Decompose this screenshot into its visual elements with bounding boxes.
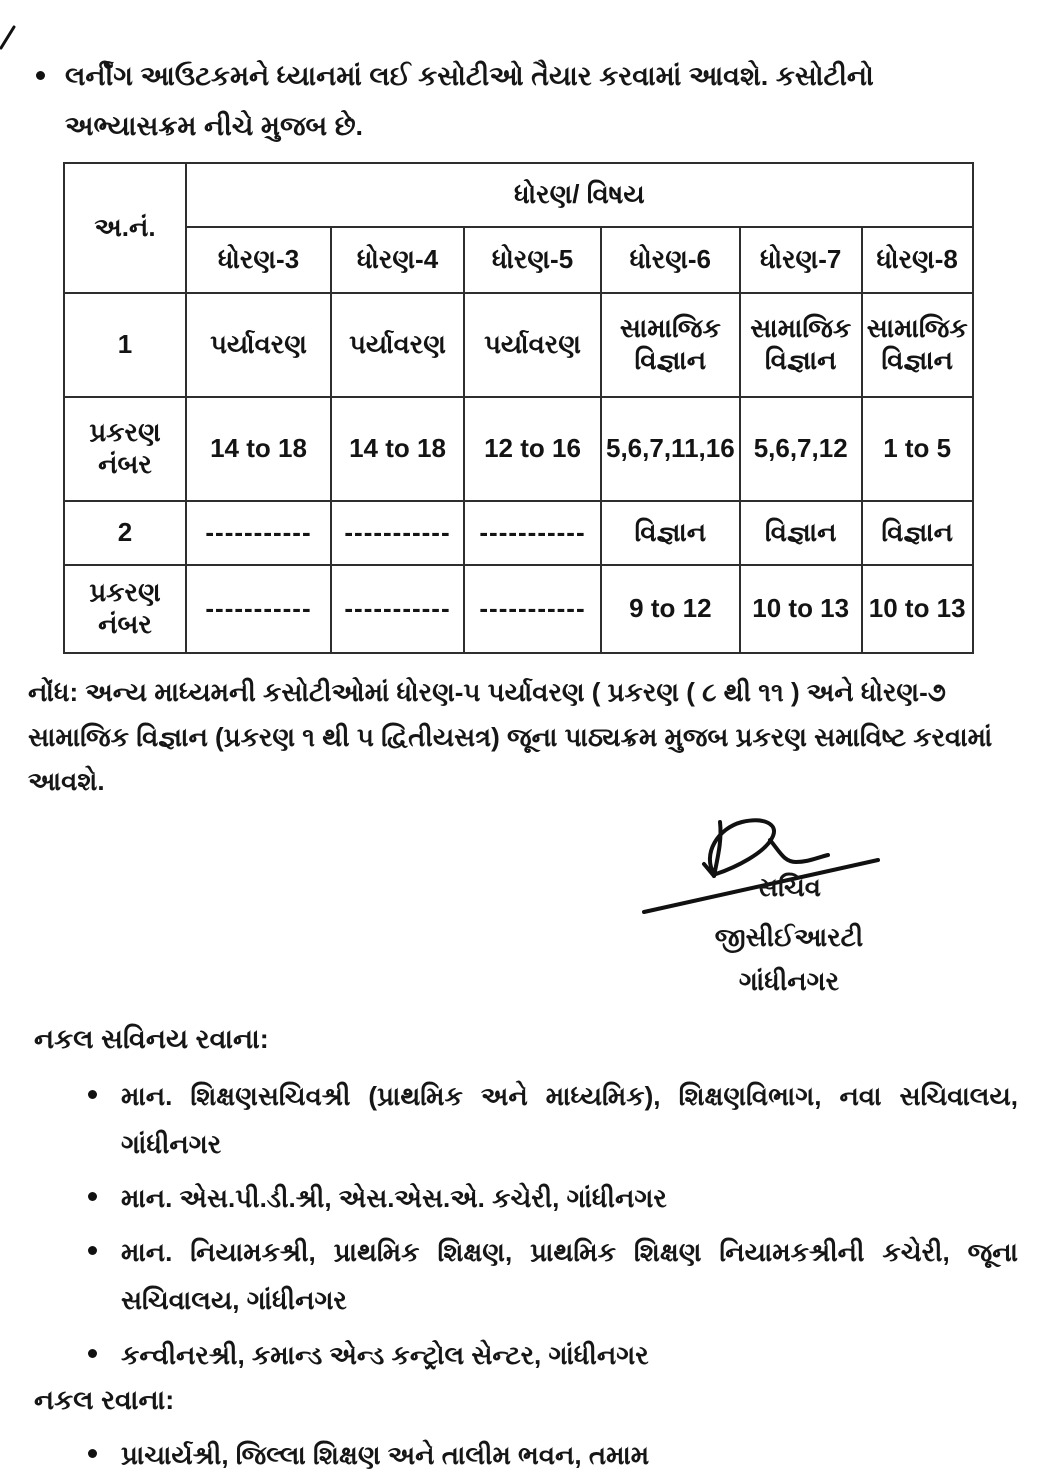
- intro-paragraph: [36, 52, 1001, 152]
- table-cell: વિજ્ઞાન: [601, 501, 740, 565]
- signatory-city: ગાંધીનગર: [738, 966, 840, 997]
- table-cell: 1 to 5: [862, 397, 973, 501]
- column-header-std8: ધોરણ-8: [862, 227, 973, 293]
- list-item: [88, 1331, 1018, 1379]
- list-item: [88, 1072, 1018, 1168]
- table-cell: 14 to 18: [186, 397, 331, 501]
- forward-plain-list: [88, 1431, 1022, 1479]
- column-header-std4: ધોરણ-4: [331, 227, 464, 293]
- bullet-icon: [88, 1349, 97, 1358]
- list-item: [88, 1228, 1018, 1324]
- scan-artifact-mark: [0, 24, 16, 55]
- table-row-chapters-2: [64, 565, 973, 653]
- row-label: પ્રકરણ નંબર: [64, 397, 186, 501]
- table-cell: 5,6,7,12: [740, 397, 862, 501]
- forward-respectful-heading: નકલ સવિનય રવાના:: [34, 1024, 269, 1055]
- note-text: નોંધ: અન્ય માધ્યમની કસોટીઓમાં ધોરણ-૫ પર્યાવરણ ( પ્રકરણ ( ૮ થી ૧૧ ) અને ધોરણ-૭ સામાજિક વિજ્ઞાન (પ્રકરણ ૧ થી ૫ દ્વિતીયસત્ર) જૂના પાઠ્યક્રમ મુજબ પ્રકરણ સમાવિષ્ટ કરવામાં આવશે.: [28, 676, 993, 797]
- table-corner-header: અ.નં.: [64, 163, 186, 293]
- row-label: પ્રકરણ નંબર: [64, 565, 186, 653]
- table-cell: પર્યાવરણ: [331, 293, 464, 397]
- list-item-text: માન. શિક્ષણસચિવશ્રી (પ્રાથમિક અને માધ્યમિક), શિક્ષણવિભાગ, નવા સચિવાલય, ગાંધીનગર: [121, 1081, 1018, 1160]
- table-cell: -----------: [186, 501, 331, 565]
- column-header-std5: ધોરણ-5: [464, 227, 601, 293]
- bullet-icon: [88, 1192, 97, 1201]
- table-cell: 10 to 13: [740, 565, 862, 653]
- table-cell: સામાજિક વિજ્ઞાન: [862, 293, 973, 397]
- table-cell: -----------: [186, 565, 331, 653]
- table-cell: -----------: [464, 501, 601, 565]
- column-header-std6: ધોરણ-6: [601, 227, 740, 293]
- table-cell: -----------: [464, 565, 601, 653]
- list-item-text: માન. નિયામકશ્રી, પ્રાથમિક શિક્ષણ, પ્રાથમિક શિક્ષણ નિયામકશ્રીની કચેરી, જૂના સચિવાલય, ગાંધીનગર: [121, 1237, 1018, 1316]
- row-label: 1: [64, 293, 186, 397]
- list-item-text: કન્વીનરશ્રી, કમાન્ડ એન્ડ કન્ટ્રોલ સેન્ટર, ગાંધીનગર: [121, 1339, 649, 1370]
- bullet-icon: [88, 1449, 97, 1458]
- bullet-icon: [88, 1246, 97, 1255]
- table-cell: 10 to 13: [862, 565, 973, 653]
- table-cell: પર્યાવરણ: [464, 293, 601, 397]
- signatory-title: સચિવ: [757, 872, 821, 903]
- table-cell: વિજ્ઞાન: [740, 501, 862, 565]
- table-cell: 14 to 18: [331, 397, 464, 501]
- list-item: [88, 1174, 1018, 1222]
- table-row-subject-2: [64, 501, 973, 565]
- table-cell: 9 to 12: [601, 565, 740, 653]
- column-header-std3: ધોરણ-3: [186, 227, 331, 293]
- table-group-header: ધોરણ/ વિષય: [186, 163, 973, 227]
- table-row-chapters-1: [64, 397, 973, 501]
- table-cell: 12 to 16: [464, 397, 601, 501]
- signature-icon: [634, 812, 896, 930]
- signatory-organization: જીસીઈઆરટી: [714, 922, 864, 953]
- column-header-std7: ધોરણ-7: [740, 227, 862, 293]
- bullet-icon: [36, 71, 45, 80]
- table-cell: સામાજિક વિજ્ઞાન: [601, 293, 740, 397]
- list-item-text: માન. એસ.પી.ડી.શ્રી, એસ.એસ.એ. કચેરી, ગાંધીનગર: [121, 1183, 667, 1214]
- table-cell: -----------: [331, 501, 464, 565]
- intro-text: લર્નીંગ આઉટકમને ધ્યાનમાં લઈ કસોટીઓ તૈયાર કરવામાં આવશે. કસોટીનો અભ્યાસક્રમ નીચે મુજબ છે.: [65, 61, 874, 141]
- table-cell: વિજ્ઞાન: [862, 501, 973, 565]
- list-item-text: પ્રાચાર્યશ્રી, જિલ્લા શિક્ષણ અને તાલીમ ભવન, તમામ: [121, 1439, 650, 1470]
- table-cell: પર્યાવરણ: [186, 293, 331, 397]
- forward-respectful-list: [88, 1072, 1022, 1379]
- signature-block: [36, 810, 1022, 1018]
- table-cell: -----------: [331, 565, 464, 653]
- row-label: 2: [64, 501, 186, 565]
- bullet-icon: [88, 1090, 97, 1099]
- table-cell: સામાજિક વિજ્ઞાન: [740, 293, 862, 397]
- table-row-subject-1: [64, 293, 973, 397]
- syllabus-table: [63, 162, 974, 654]
- list-item: [88, 1431, 1018, 1479]
- forward-plain-heading: નકલ રવાના:: [34, 1384, 175, 1415]
- table-cell: 5,6,7,11,16: [601, 397, 740, 501]
